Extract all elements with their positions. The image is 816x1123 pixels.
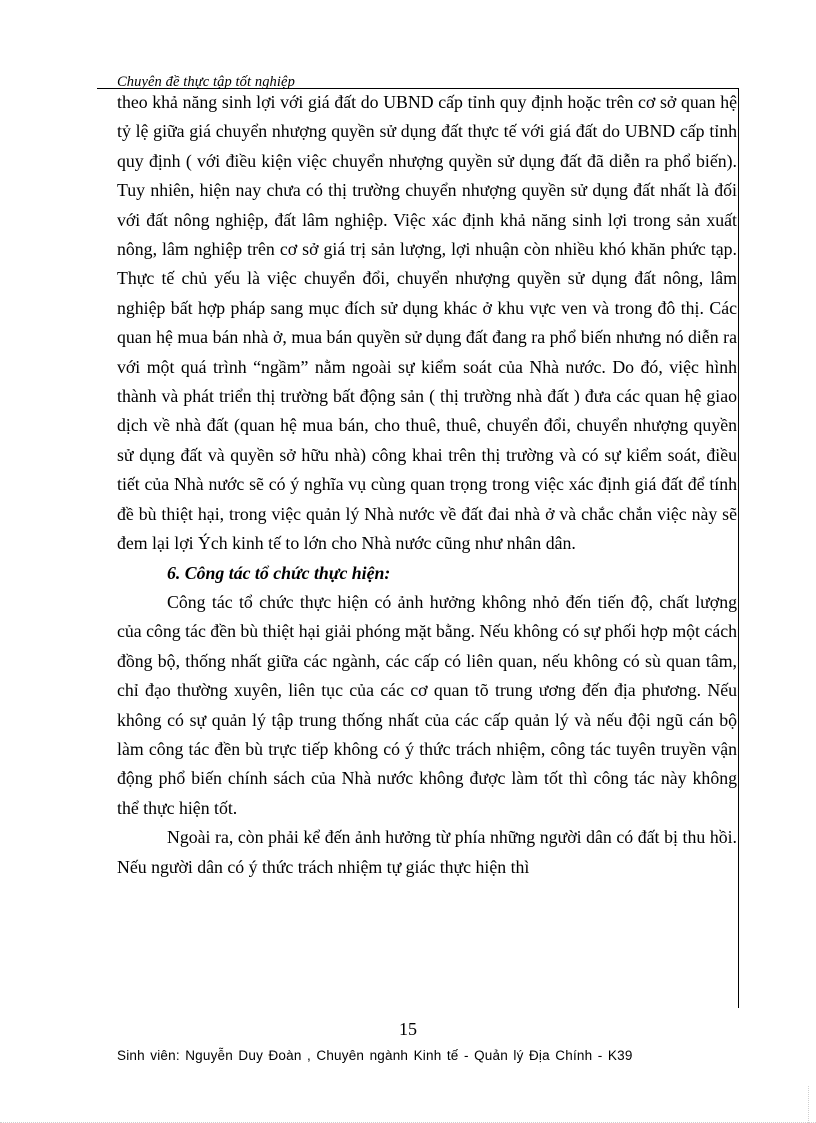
frame-right-rule	[738, 88, 739, 1008]
paragraph-continued: theo khả năng sinh lợi với giá đất do UBND cấp tỉnh quy định hoặc trên cơ sở quan hệ tỷ lệ giữa giá chuyển nhượng quyền sử dụng đất thực tế với giá đất do UBND cấp tỉnh quy định ( với điều kiện việc chuyển nhượng quyền sử dụng đất đã diễn ra phổ biến). Tuy nhiên, hiện nay chưa có thị trường chuyển nhượng quyền sử dụng đất nhất là đối với đất nông nghiệp, đất lâm nghiệp. Việc xác định khả năng sinh lợi trong sản xuất nông, lâm nghiệp trên cơ sở giá trị sản lượng, lợi nhuận còn nhiều khó khăn phức tạp. Thực tế chủ yếu là việc chuyển đổi, chuyển nhượng quyền sử dụng đất nông, lâm nghiệp bất hợp pháp sang mục đích sử dụng khác ở khu vực ven và trong đô thị. Các quan hệ mua bán nhà ở, mua bán quyền sử dụng đất đang ra phổ biến nhưng nó diễn ra với một quá trình “ngầm” nằm ngoài sự kiểm soát của Nhà nước. Do đó, việc hình thành và phát triển thị trường bất động sản ( thị trường nhà đất ) đưa các quan hệ giao dịch về nhà đất (quan hệ mua bán, cho thuê, thuê, chuyển đổi, chuyển nhượng quyền sử dụng đất và quyền sở hữu nhà) công khai trên thị trường và có sự kiểm soát, điều tiết của Nhà nước sẽ có ý nghĩa vụ cùng quan trọng trong việc xác định giá đất để tính đề bù thiệt hại, trong việc quản lý Nhà nước về đất đai nhà ở và chắc chắn việc này sẽ đem lại lợi Ých kinh tế to lớn cho Nhà nước cũng như nhân dân.	[117, 92, 737, 554]
main-text	[117, 88, 737, 882]
running-header: Chuyên đề thực tập tốt nghiệp	[117, 74, 295, 90]
right-dotted-divider	[808, 1086, 809, 1123]
page-number: 15	[399, 1019, 417, 1039]
paragraph-residents: Ngoài ra, còn phải kể đến ảnh hưởng từ phía những người dân có đất bị thu hồi. Nếu người dân có ý thức trách nhiệm tự giác thực hiện thì	[117, 827, 737, 877]
footer-author-line: Sinh viên: Nguyễn Duy Đoàn , Chuyên ngành Kinh tế - Quản lý Địa Chính - K39	[117, 1048, 633, 1063]
paragraph-organization: Công tác tổ chức thực hiện có ảnh hưởng không nhỏ đến tiến độ, chất lượng của công tác đền bù thiệt hại giải phóng mặt bằng. Nếu không có sự phối hợp một cách đồng bộ, thống nhất giữa các ngành, các cấp có liên quan, nếu không có sù quan tâm, chỉ đạo thường xuyên, liên tục của các cơ quan tõ trung ương đến địa phương. Nếu không có sự quản lý tập trung thống nhất của các cấp quản lý và nếu đội ngũ cán bộ làm công tác đền bù trực tiếp không có ý thức trách nhiệm, công tác tuyên truyền vận động phổ biến chính sách của Nhà nước không được làm tốt thì công tác này không thể thực hiện tốt.	[117, 591, 737, 818]
section-heading: 6. Công tác tổ chức thực hiện:	[167, 562, 391, 583]
